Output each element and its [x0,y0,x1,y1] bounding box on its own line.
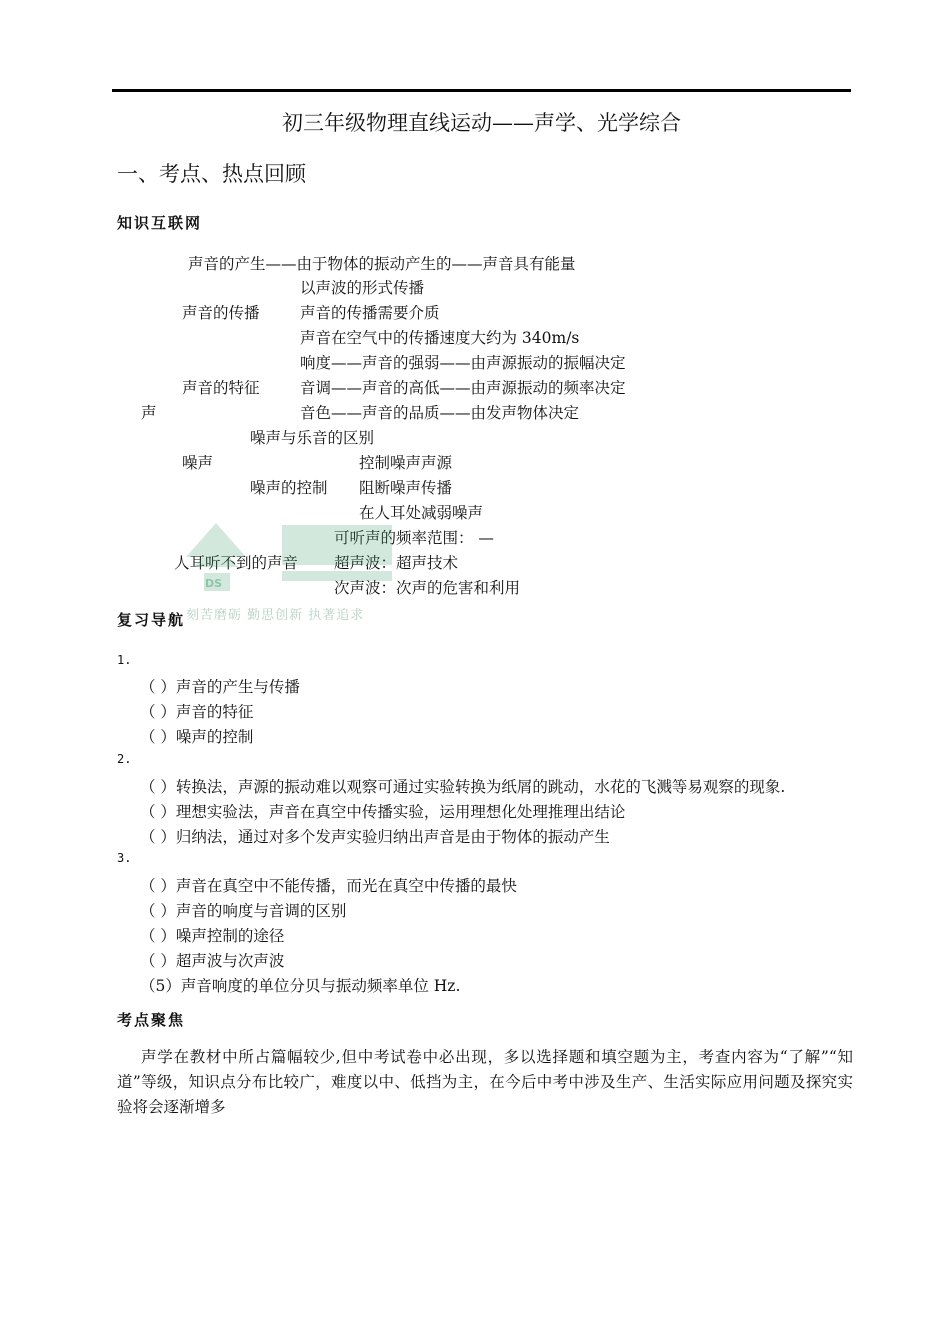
list-item: （ ）噪声的控制 [140,728,254,746]
list-item: （ ）归纳法，通过对多个发声实验归纳出声音是由于物体的振动产生 [140,828,610,846]
list-group-head: 1. [117,653,132,667]
list-group-head: 2. [117,752,132,766]
tree-noise-control-item: 控制噪声声源 [359,454,453,472]
top-rule [112,89,851,92]
list-item: （ ）声音的响度与音调的区别 [140,902,347,920]
list-item: （ ）超声波与次声波 [140,952,285,970]
tree-inaudible-item: 超声波：超声技术 [334,554,459,572]
tree-noise-control-label: 噪声的控制 [250,479,328,497]
document-title: 初三年级物理直线运动——声学、光学综合 [282,111,681,135]
tree-inaudible-item: 次声波：次声的危害和利用 [334,579,521,597]
tree-features-label: 声音的特征 [182,379,260,397]
tree-noise-control-item: 阻断噪声传播 [359,479,453,497]
tree-propagation-item: 声音在空气中的传播速度大约为 340m/s [300,329,580,347]
tree-propagation-item: 声音的传播需要介质 [300,304,440,322]
focus-paragraph: 声学在教材中所占篇幅较少,但中考试卷中必出现，多以选择题和填空题为主，考查内容为“了解”“知道”等级，知识点分布比较广，难度以中、低挡为主，在今后中考中涉及生产、生活实际应用问题及探究实验将会逐渐增多 [117,1048,853,1116]
focus-heading: 考点聚焦 [117,1011,186,1029]
tree-noise-control-item: 在人耳处减弱噪声 [359,504,484,522]
list-item: （5）声音响度的单位分贝与振动频率单位 Hz. [140,977,461,995]
review-nav-heading: 复习导航 [117,611,186,629]
tree-propagation-item: 以声波的形式传播 [300,279,425,297]
tree-production: 声音的产生——由于物体的振动产生的——声音具有能量 [188,255,576,273]
list-item: （ ）声音的产生与传播 [140,678,300,696]
list-item: （ ）理想实验法，声音在真空中传播实验，运用理想化处理推理出结论 [140,803,626,821]
list-item: （ ）转换法，声源的振动难以观察可通过实验转换为纸屑的跳动，水花的飞溅等易观察的现象. [140,778,786,796]
tree-features-item: 音色——声音的品质——由发声物体决定 [300,404,580,422]
list-item: （ ）声音的特征 [140,703,254,721]
list-item: （ ）声音在真空中不能传播，而光在真空中传播的最快 [140,877,517,895]
tree-noise-difference: 噪声与乐音的区别 [250,429,375,447]
tree-root: 声 [141,404,157,422]
tree-inaudible-label: 人耳听不到的声音 [174,554,299,572]
section-heading: 一、考点、热点回顾 [117,162,306,186]
watermark-logo-text: DS [205,577,223,590]
tree-features-item: 音调——声音的高低——由声源振动的频率决定 [300,379,626,397]
list-item: （ ）噪声控制的途径 [140,927,285,945]
tree-inaudible-item: 可听声的频率范围： — [334,529,494,547]
list-group-head: 3. [117,851,132,865]
watermark-slogan: 刻苦磨砺 勤思创新 执著追求 [186,608,365,623]
tree-propagation-label: 声音的传播 [182,304,260,322]
tree-noise-label: 噪声 [182,454,214,472]
tree-features-item: 响度——声音的强弱——由声源振动的振幅决定 [300,354,626,372]
knowledge-net-heading: 知识互联网 [117,214,203,232]
